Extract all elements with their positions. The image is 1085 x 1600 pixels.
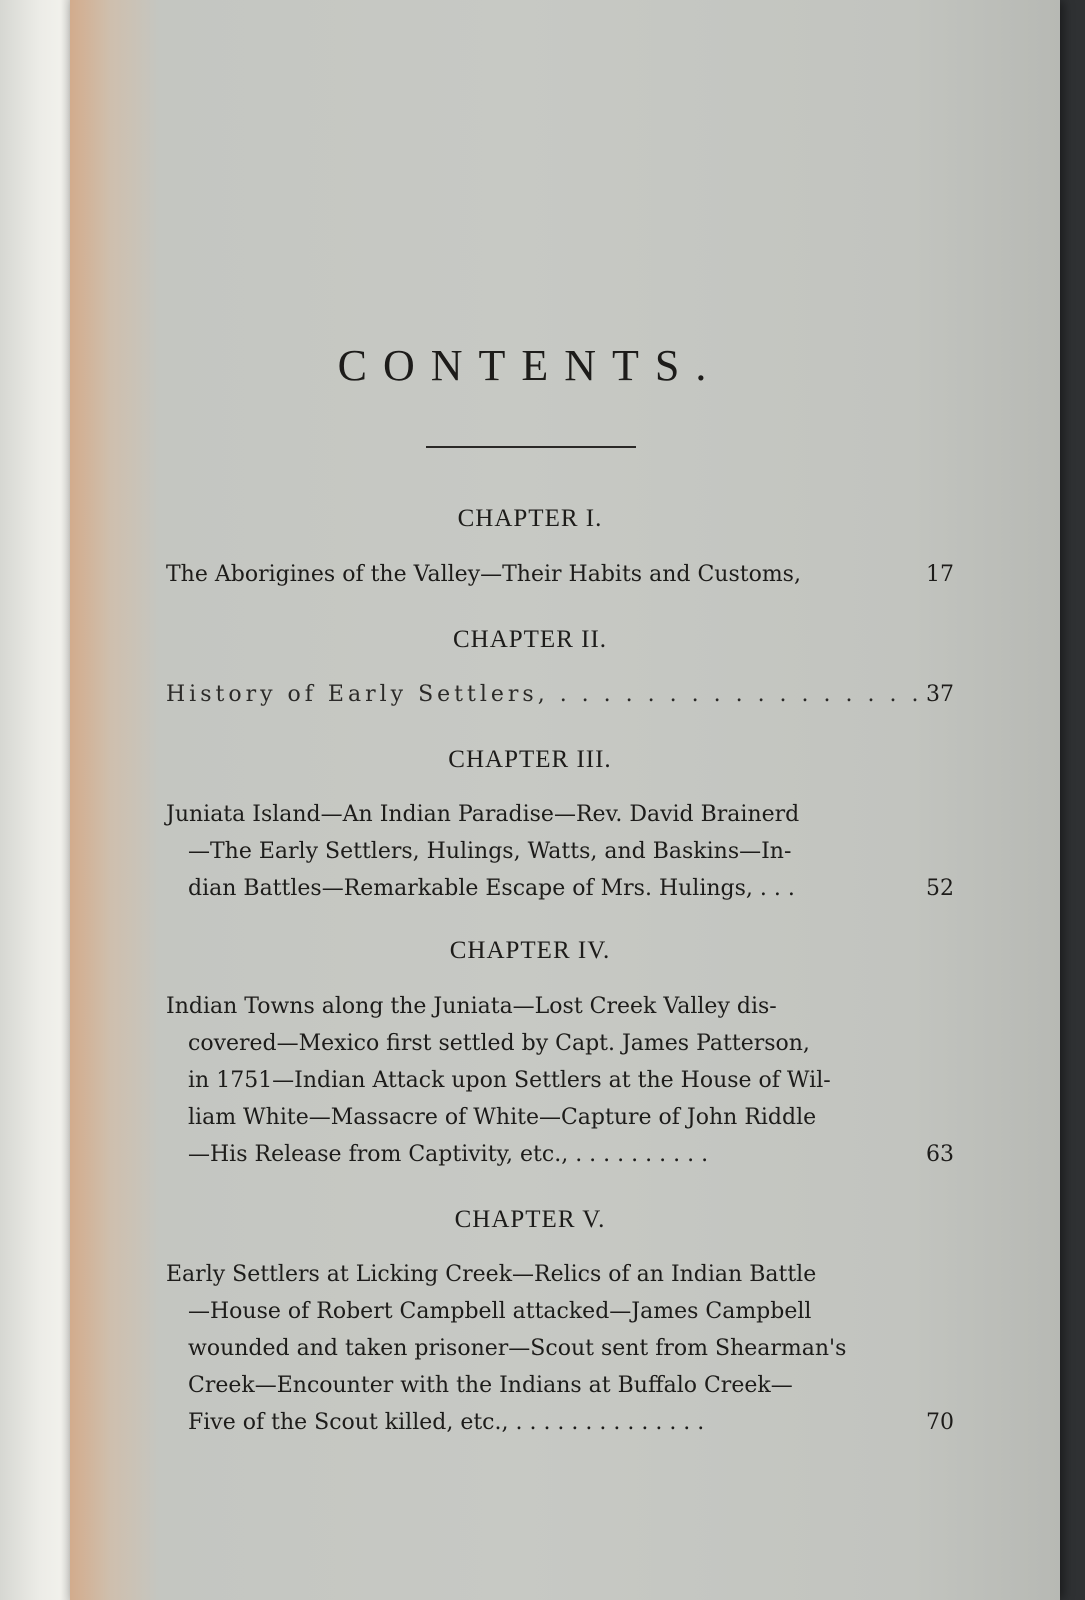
entry-line [166,870,966,907]
entry-line-text: Indian Towns along the Juniata—Lost Creek Valley dis- [166,994,777,1019]
entry-line-text: The Aborigines of the Valley—Their Habits and Customs, [166,562,801,587]
chapter-entry-4 [166,988,966,1173]
page-number: 37 [926,682,954,707]
entry-line-text: liam White—Massacre of White—Capture of John Riddle [188,1105,817,1130]
entry-line-text: in 1751—Indian Attack upon Settlers at the House of Wil- [188,1068,831,1093]
entry-line [166,1367,966,1404]
entry-line [166,1404,966,1441]
chapter-heading-4: CHAPTER IV. [449,937,611,964]
contents-text [70,0,1060,1600]
chapter-entry-2 [166,676,966,713]
entry-line [166,1062,966,1099]
entry-line [166,556,966,593]
entry-line-text: Creek—Encounter with the Indians at Buffalo Creek— [188,1373,793,1398]
chapter-heading-1: CHAPTER I. [457,505,603,532]
entry-line-text: dian Battles—Remarkable Escape of Mrs. Hulings, . . . [188,876,795,901]
entry-line-text: Juniata Island—An Indian Paradise—Rev. David Brainerd [166,802,800,827]
title-rule [426,446,636,448]
entry-line-text: wounded and taken prisoner—Scout sent from Shearman's [188,1336,847,1361]
entry-line [166,796,966,833]
chapter-entry-3 [166,796,966,907]
entry-line [166,1330,966,1367]
entry-line-text: History of Early Settlers, . . . . . . . . . . . . . . . . . [166,682,923,707]
entry-line [166,1136,966,1173]
entry-line [166,1099,966,1136]
page-title: CONTENTS. [337,341,723,390]
entry-line-text: covered—Mexico first settled by Capt. James Patterson, [188,1031,810,1056]
chapter-entry-1 [166,556,966,593]
page-number: 63 [926,1142,954,1167]
entry-line [166,676,966,713]
entry-line-text: Early Settlers at Licking Creek—Relics of an Indian Battle [166,1262,817,1287]
page-number: 17 [926,562,954,587]
chapter-heading-5: CHAPTER V. [454,1206,606,1233]
entry-line [166,988,966,1025]
entry-line [166,1025,966,1062]
chapter-heading-2: CHAPTER II. [452,626,608,653]
page-number: 52 [926,876,954,901]
contents-page [70,0,1060,1600]
chapter-heading-3: CHAPTER III. [448,746,612,773]
entry-line [166,1256,966,1293]
entry-line-text: —His Release from Captivity, etc., . . . . . . . . . . [188,1142,709,1167]
entry-line-text: —The Early Settlers, Hulings, Watts, and Baskins—In- [188,839,792,864]
chapter-entry-5 [166,1256,966,1441]
entry-line-text: Five of the Scout killed, etc., . . . . . . . . . . . . . . [188,1410,705,1435]
page-number: 70 [926,1410,954,1435]
entry-line [166,1293,966,1330]
entry-line [166,833,966,870]
entry-line-text: —House of Robert Campbell attacked—James Campbell [188,1299,812,1324]
